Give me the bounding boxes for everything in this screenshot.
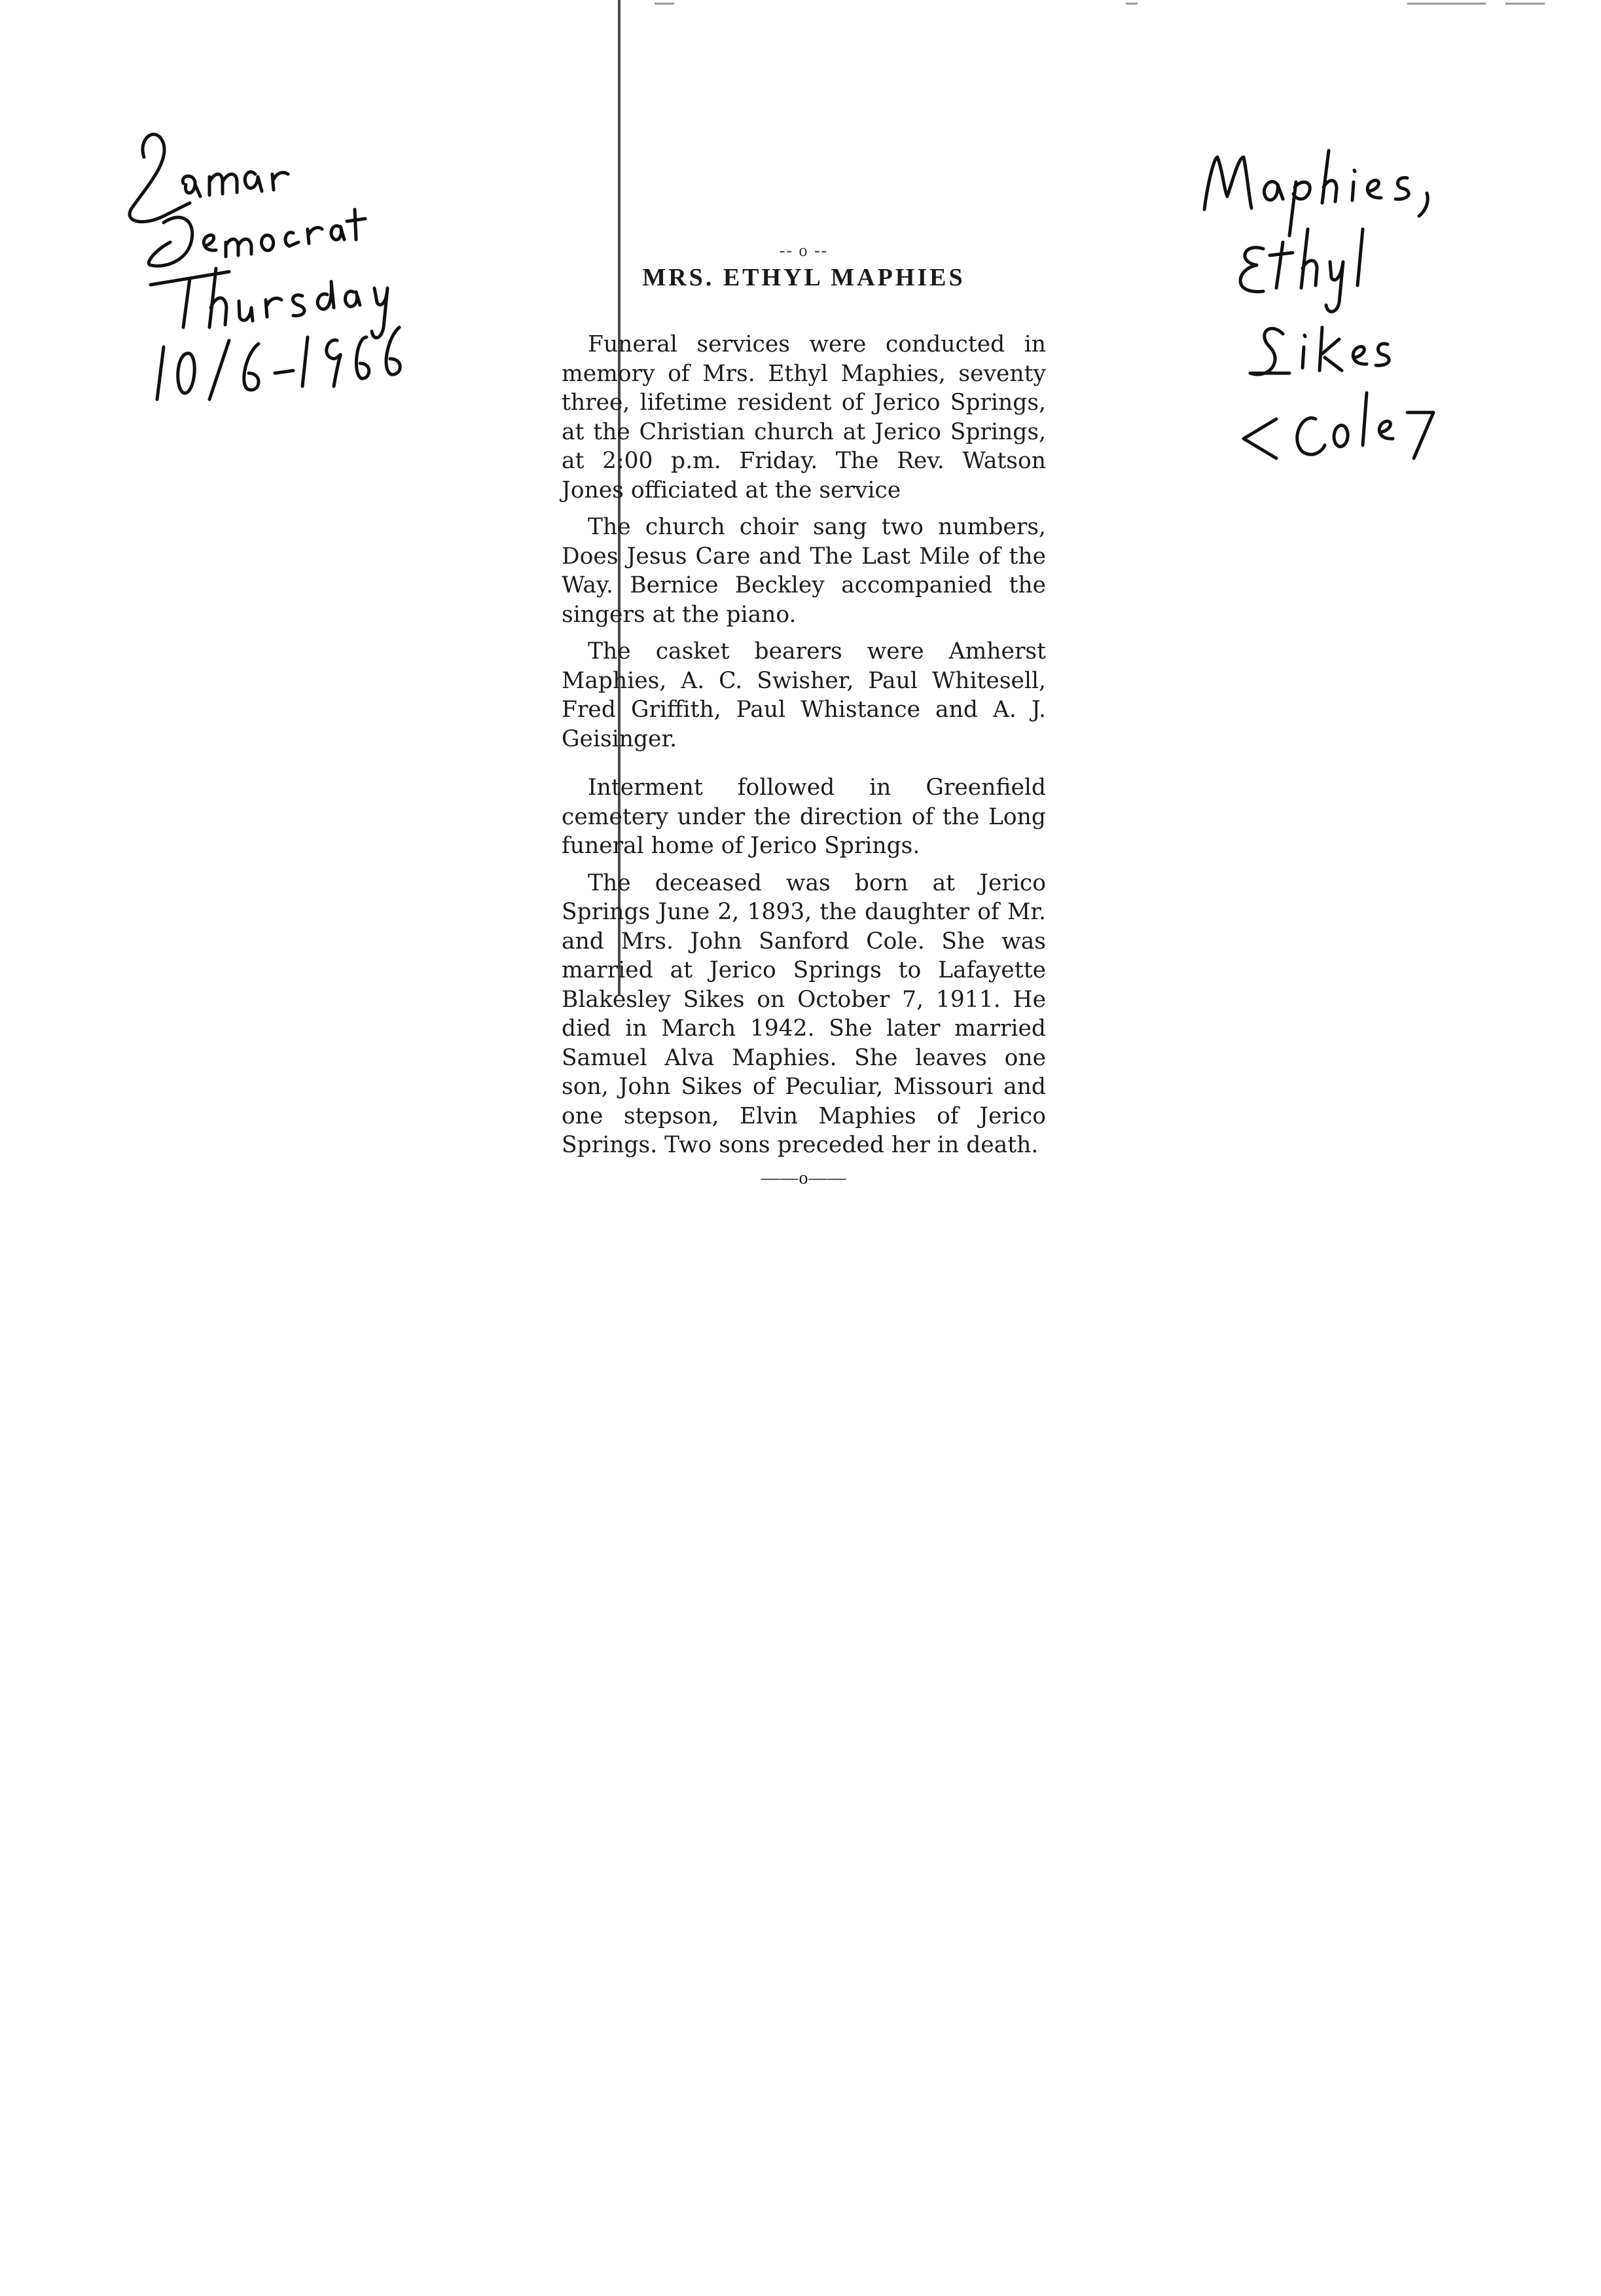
obituary-paragraph: The deceased was born at Jerico Springs June 2, 1893, the daughter of Mr. and Mrs. John Sanford Cole. She was married at Jerico Springs to Lafayette Blakesley Sikes on October 7, 1911. He died in March 1942. She later married Samuel Alva Maphies. She leaves one son, John Sikes of Peculiar, Missouri and one stepson, Elvin Maphies of Jerico Springs. Two sons preceded her in death. <box>562 869 1046 1158</box>
obituary-headline: MRS. ETHYL MAPHIES <box>642 264 965 291</box>
obituary-paragraph: Interment followed in Greenfield cemetery under the direction of the Long funeral home of Jerico Springs. <box>562 774 1046 859</box>
handwritten-source-note <box>118 111 524 412</box>
handwritten-name-note <box>1191 131 1532 511</box>
obituary-clipping <box>562 241 1046 1189</box>
obituary-paragraph: The church choir sang two numbers, Does Jesus Care and The Last Mile of the Way. Bernice Beckley accompanied the singers at the piano. <box>562 514 1046 628</box>
end-ornament: ——o—— <box>761 1167 847 1188</box>
scan-edge-specks <box>655 1 1571 9</box>
obituary-body <box>562 330 1046 1160</box>
obituary-paragraph: Funeral services were conducted in memory of Mrs. Ethyl Maphies, seventy three, lifetime resident of Jerico Springs, at the Christian church at Jerico Springs, at 2:00 p.m. Friday. The Rev. Watson Jones officiated at the service <box>562 331 1046 503</box>
obituary-paragraph: The casket bearers were Amherst Maphies, A. C. Swisher, Paul Whitesell, Fred Griffith, Paul Whistance and A. J. Geisinger. <box>562 638 1046 752</box>
headline-ornament: -- o -- <box>779 241 829 260</box>
